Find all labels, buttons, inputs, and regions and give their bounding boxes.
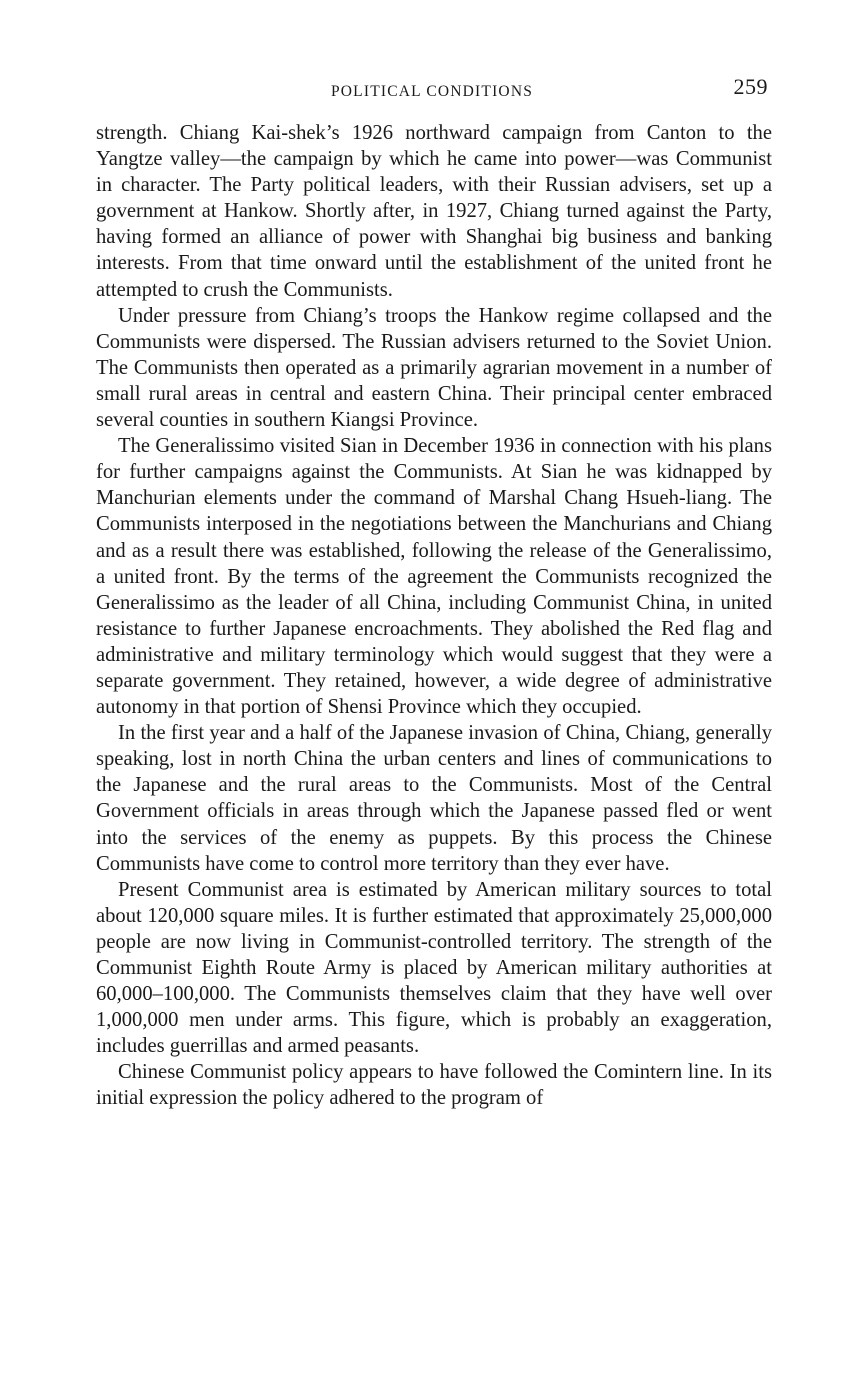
paragraph: The Generalissimo visited Sian in December 1936 in connection with his plans for further campaigns against the Communists. At Sian he was kidnapped by Manchurian elements under the command of Marshal Chang Hsueh-liang. The Communists interposed in the negotiations between the Manchurians and Chiang and as a result there was established, following the release of the Generalissimo, a united front. By the terms of the agreement the Communists recognized the Generalissimo as the leader of all China, including Communist China, in united resistance to further Japanese encroachments. They abolished the Red flag and administrative and military terminology which would suggest that they were a separate government. They retained, however, a wide degree of administrative autonomy in that portion of Shensi Province which they occupied. bbox=[96, 435, 772, 719]
paragraph: Present Communist area is estimated by American military sources to total about 120,000 square miles. It is further estimated that approximately 25,000,000 people are now living in Communist-controlled territory. The strength of the Communist Eighth Route Army is placed by American military authorities at 60,000–100,000. The Communists themselves claim that they have well over 1,000,000 men under arms. This figure, which is probably an exaggeration, includes guerrillas and armed peasants. bbox=[96, 878, 772, 1058]
body-text bbox=[96, 120, 772, 1112]
paragraph: Chinese Communist policy appears to have followed the Comintern line. In its initial expression the policy adhered to the program of bbox=[96, 1061, 772, 1110]
running-head bbox=[96, 74, 768, 104]
running-title: POLITICAL CONDITIONS bbox=[330, 83, 534, 100]
paragraph: strength. Chiang Kai-shek’s 1926 northward campaign from Canton to the Yangtze valley—the campaign by which he came into power—was Communist in character. The Party political leaders, with their Russian advisers, set up a government at Hankow. Shortly after, in 1927, Chiang turned against the Party, having formed an alliance of power with Shanghai big business and banking interests. From that time onward until the establishment of the united front he attempted to crush the Communists. bbox=[96, 122, 772, 301]
page-number: 259 bbox=[733, 74, 768, 99]
paragraph: In the first year and a half of the Japanese invasion of China, Chiang, generally speaking, lost in north China the urban centers and lines of communications to the Japanese and the rural areas to the Communists. Most of the Central Government officials in areas through which the Japanese passed fled or went into the services of the enemy as puppets. By this process the Chinese Communists have come to control more territory than they ever have. bbox=[96, 722, 772, 875]
paragraph: Under pressure from Chiang’s troops the Hankow regime collapsed and the Communists were dispersed. The Russian advisers returned to the Soviet Union. The Communists then operated as a primarily agrarian movement in a number of small rural areas in central and eastern China. Their principal center embraced several counties in southern Kiangsi Province. bbox=[96, 304, 772, 432]
